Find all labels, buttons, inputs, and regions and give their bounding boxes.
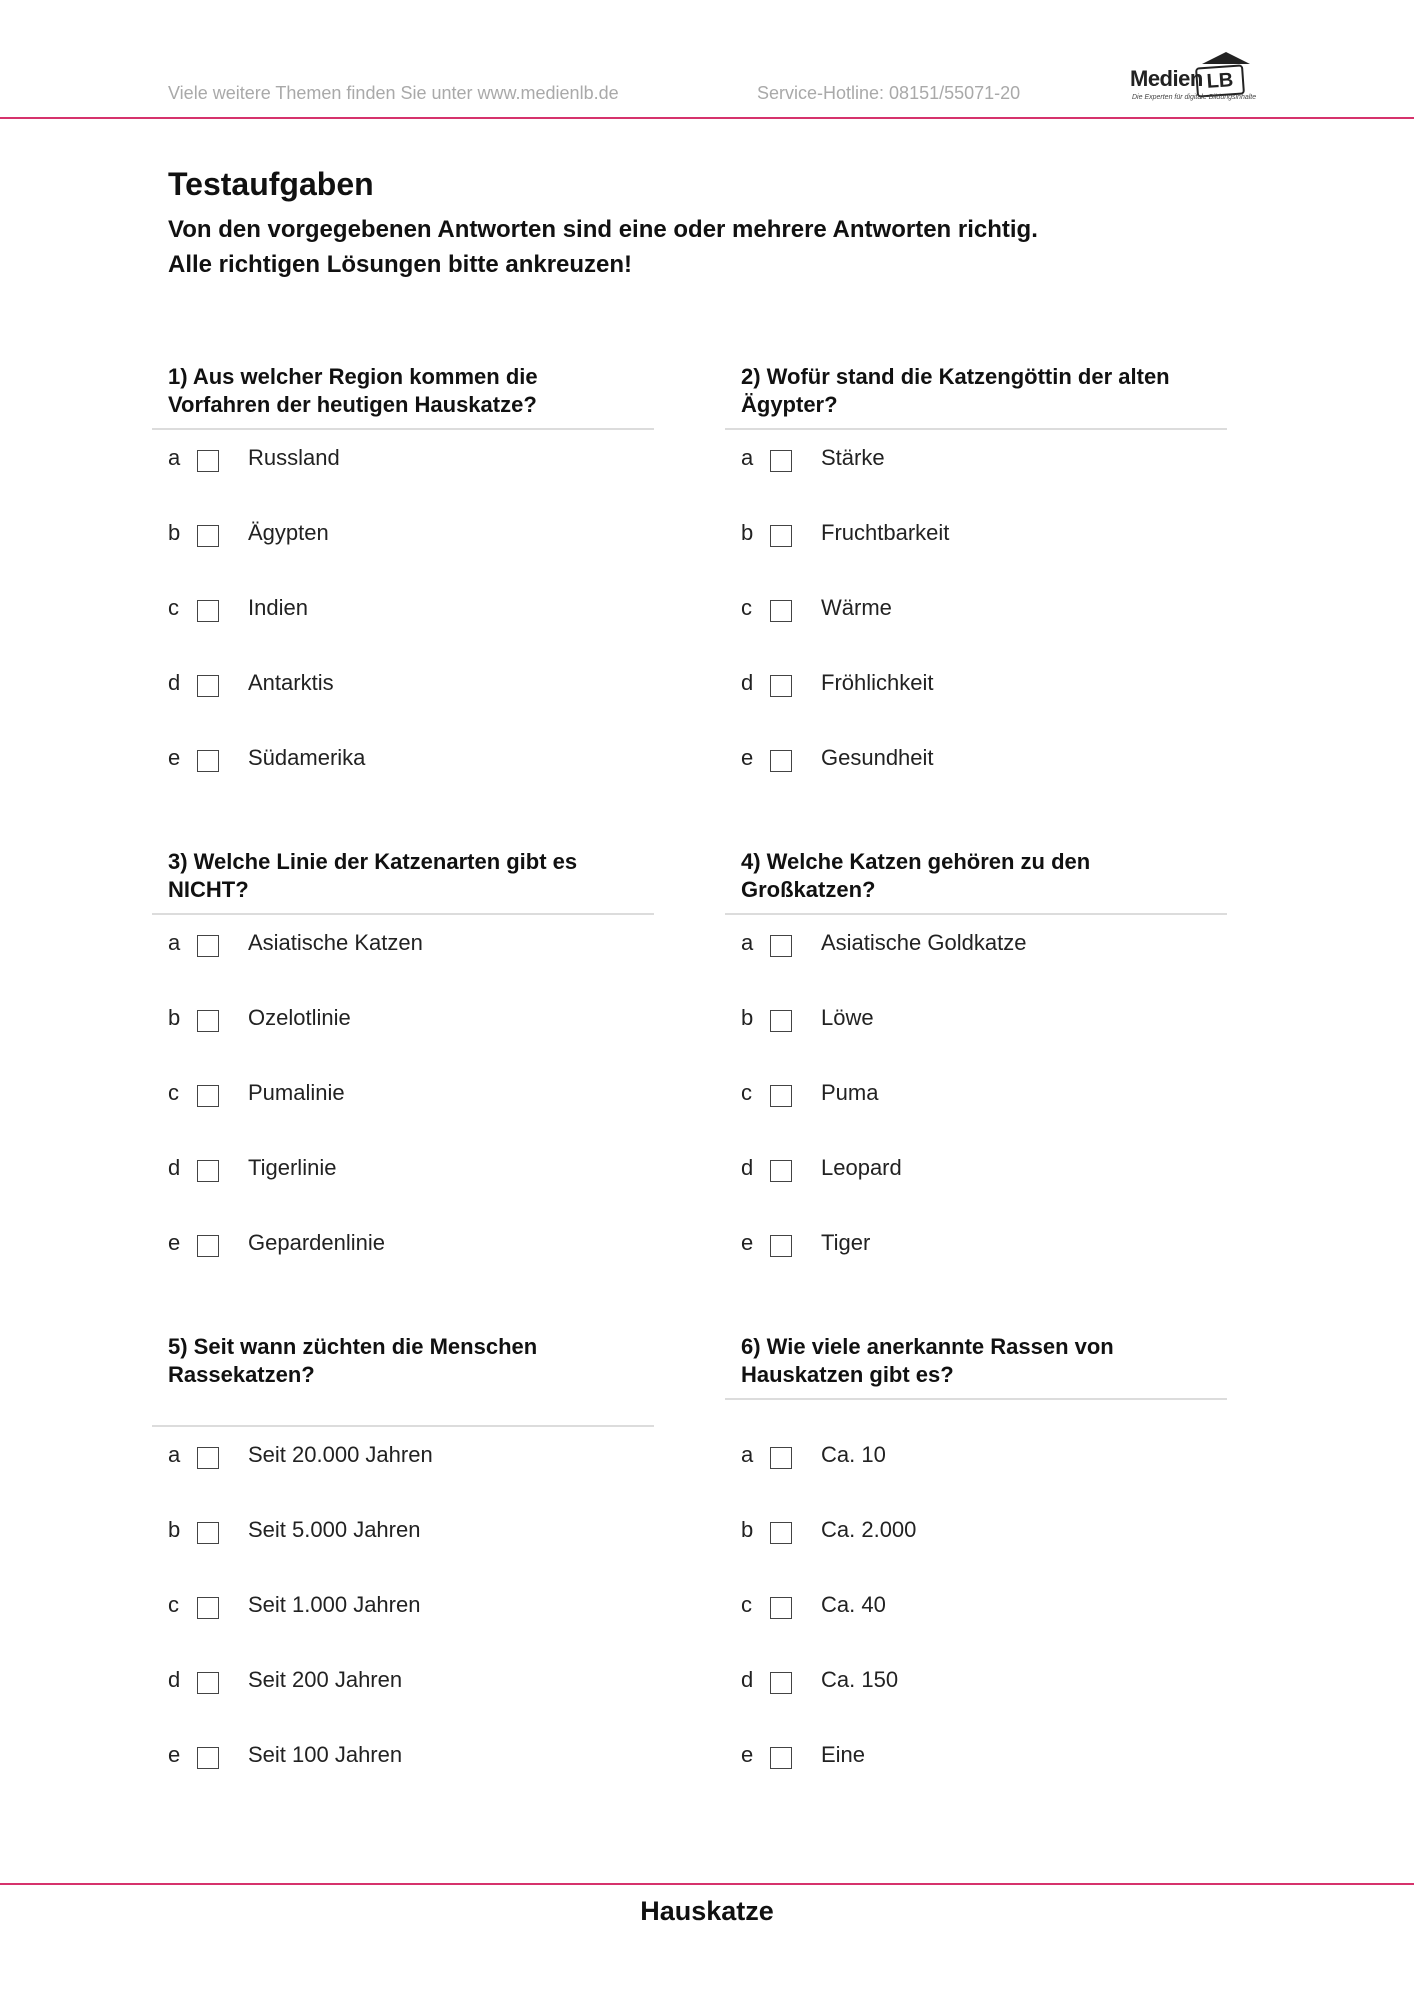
header-website-text: Viele weitere Themen finden Sie unter www.medienlb.de <box>168 83 619 103</box>
option-5b <box>168 1517 628 1547</box>
question-text-line: 5) Seit wann züchten die Menschen <box>168 1334 538 1359</box>
option-label: Puma <box>821 1080 879 1105</box>
option-2c <box>741 595 1201 625</box>
medienlb-logo <box>1130 52 1258 108</box>
option-letter: c <box>168 1080 179 1105</box>
option-1e <box>168 745 628 775</box>
answer-checkbox[interactable] <box>770 1085 792 1107</box>
option-letter: e <box>741 1742 754 1767</box>
option-5c <box>168 1592 628 1622</box>
answer-checkbox[interactable] <box>770 750 792 772</box>
option-5a <box>168 1442 628 1472</box>
option-4b <box>741 1005 1201 1035</box>
option-label: Pumalinie <box>248 1080 345 1105</box>
option-2d <box>741 670 1201 700</box>
question-divider <box>152 428 654 430</box>
option-label: Ca. 2.000 <box>821 1517 917 1542</box>
question-3-text <box>168 848 648 904</box>
option-label: Seit 20.000 Jahren <box>248 1442 433 1467</box>
question-text-line: 3) Welche Linie der Katzenarten gibt es <box>168 849 578 874</box>
option-label: Seit 5.000 Jahren <box>248 1517 421 1542</box>
option-label: Gesundheit <box>821 745 934 770</box>
option-1a <box>168 445 628 475</box>
answer-checkbox[interactable] <box>197 1522 219 1544</box>
page-title: Testaufgaben <box>168 166 374 202</box>
answer-checkbox[interactable] <box>197 1010 219 1032</box>
answer-checkbox[interactable] <box>197 1085 219 1107</box>
instructions <box>168 212 1038 282</box>
logo-word: Medien <box>1130 66 1203 91</box>
option-5d <box>168 1667 628 1697</box>
header-hotline-text: Service-Hotline: 08151/55071-20 <box>757 83 1021 103</box>
question-divider <box>152 1425 654 1427</box>
option-letter: d <box>741 670 754 695</box>
answer-checkbox[interactable] <box>197 525 219 547</box>
question-text-line: 2) Wofür stand die Katzengöttin der alten <box>741 364 1170 389</box>
option-label: Tigerlinie <box>248 1155 337 1180</box>
option-label: Wärme <box>821 595 892 620</box>
option-label: Seit 100 Jahren <box>248 1742 403 1767</box>
header-divider <box>0 117 1414 119</box>
logo-tagline: Die Experten für digitale Bildungsinhalte <box>1132 94 1257 101</box>
answer-checkbox[interactable] <box>770 1235 792 1257</box>
option-label: Seit 1.000 Jahren <box>248 1592 421 1617</box>
option-6d <box>741 1667 1201 1697</box>
question-6-text <box>741 1333 1221 1389</box>
option-letter: e <box>168 745 181 770</box>
question-text-line: 4) Welche Katzen gehören zu den <box>741 849 1091 874</box>
option-letter: d <box>168 670 181 695</box>
option-label: Fröhlichkeit <box>821 670 934 695</box>
answer-checkbox[interactable] <box>770 600 792 622</box>
option-5e <box>168 1742 628 1772</box>
answer-checkbox[interactable] <box>770 450 792 472</box>
answer-checkbox[interactable] <box>770 935 792 957</box>
option-3c <box>168 1080 628 1110</box>
option-4e <box>741 1230 1201 1260</box>
option-label: Seit 200 Jahren <box>248 1667 403 1692</box>
question-text-line: Vorfahren der heutigen Hauskatze? <box>168 392 537 417</box>
option-letter: a <box>168 445 181 470</box>
option-label: Tiger <box>821 1230 871 1255</box>
answer-checkbox[interactable] <box>197 1672 219 1694</box>
option-label: Ozelotlinie <box>248 1005 351 1030</box>
answer-checkbox[interactable] <box>197 1747 219 1769</box>
answer-checkbox[interactable] <box>197 1160 219 1182</box>
question-text-line: 1) Aus welcher Region kommen die <box>168 364 538 389</box>
option-label: Stärke <box>821 445 885 470</box>
option-4c <box>741 1080 1201 1110</box>
question-divider <box>152 913 654 915</box>
option-letter: b <box>741 1517 754 1542</box>
option-letter: b <box>168 520 181 545</box>
option-4a <box>741 930 1201 960</box>
option-letter: b <box>741 520 754 545</box>
question-text-line: Ägypter? <box>741 392 838 417</box>
answer-checkbox[interactable] <box>770 525 792 547</box>
option-label: Ca. 40 <box>821 1592 886 1617</box>
option-6b <box>741 1517 1201 1547</box>
answer-checkbox[interactable] <box>770 1522 792 1544</box>
option-label: Fruchtbarkeit <box>821 520 950 545</box>
answer-checkbox[interactable] <box>770 1597 792 1619</box>
option-letter: e <box>168 1230 181 1255</box>
option-label: Gepardenlinie <box>248 1230 385 1255</box>
instruction-line: Von den vorgegebenen Antworten sind eine oder mehrere Antworten richtig. <box>168 216 1038 243</box>
answer-checkbox[interactable] <box>197 1447 219 1469</box>
question-divider <box>725 1398 1227 1400</box>
question-divider <box>725 913 1227 915</box>
question-text-line: Rassekatzen? <box>168 1362 315 1387</box>
option-label: Ägypten <box>248 520 329 545</box>
option-3e <box>168 1230 628 1260</box>
option-label: Löwe <box>821 1005 874 1030</box>
option-label: Asiatische Katzen <box>248 930 423 955</box>
option-6e <box>741 1742 1201 1772</box>
answer-checkbox[interactable] <box>197 675 219 697</box>
option-label: Südamerika <box>248 745 366 770</box>
option-label: Indien <box>248 595 308 620</box>
footer-divider <box>0 1883 1414 1885</box>
option-letter: d <box>168 1155 181 1180</box>
footer-title: Hauskatze <box>640 1896 774 1926</box>
option-label: Antarktis <box>248 670 334 695</box>
answer-checkbox[interactable] <box>770 1447 792 1469</box>
answer-checkbox[interactable] <box>770 1160 792 1182</box>
option-letter: a <box>168 1442 181 1467</box>
option-letter: e <box>741 745 754 770</box>
answer-checkbox[interactable] <box>197 935 219 957</box>
option-letter: b <box>168 1005 181 1030</box>
question-text-line: Großkatzen? <box>741 877 876 902</box>
option-letter: b <box>168 1517 181 1542</box>
option-letter: c <box>741 1080 752 1105</box>
question-divider <box>725 428 1227 430</box>
question-2-text <box>741 363 1221 419</box>
option-label: Russland <box>248 445 340 470</box>
option-letter: e <box>741 1230 754 1255</box>
option-letter: c <box>741 595 752 620</box>
option-letter: c <box>741 1592 752 1617</box>
option-2a <box>741 445 1201 475</box>
question-text-line: Hauskatzen gibt es? <box>741 1362 954 1387</box>
option-6a <box>741 1442 1201 1472</box>
answer-checkbox[interactable] <box>197 1235 219 1257</box>
answer-checkbox[interactable] <box>197 750 219 772</box>
question-5-text <box>168 1333 648 1389</box>
instruction-line: Alle richtigen Lösungen bitte ankreuzen! <box>168 251 633 278</box>
option-label: Leopard <box>821 1155 902 1180</box>
option-3b <box>168 1005 628 1035</box>
option-3d <box>168 1155 628 1185</box>
answer-checkbox[interactable] <box>197 1597 219 1619</box>
graduation-cap-icon <box>1202 52 1250 64</box>
answer-checkbox[interactable] <box>770 1672 792 1694</box>
question-1-text <box>168 363 648 419</box>
logo-mark: LB <box>1195 64 1245 97</box>
question-text-line: 6) Wie viele anerkannte Rassen von <box>741 1334 1114 1359</box>
option-1b <box>168 520 628 550</box>
answer-checkbox[interactable] <box>770 1747 792 1769</box>
question-text-line: NICHT? <box>168 877 249 902</box>
option-3a <box>168 930 628 960</box>
question-4-text <box>741 848 1221 904</box>
answer-checkbox[interactable] <box>770 675 792 697</box>
option-1c <box>168 595 628 625</box>
option-2b <box>741 520 1201 550</box>
option-letter: a <box>741 445 754 470</box>
answer-checkbox[interactable] <box>197 450 219 472</box>
option-letter: e <box>168 1742 181 1767</box>
option-letter: d <box>741 1155 754 1180</box>
option-label: Ca. 150 <box>821 1667 899 1692</box>
option-letter: b <box>741 1005 754 1030</box>
option-letter: d <box>741 1667 754 1692</box>
option-label: Ca. 10 <box>821 1442 886 1467</box>
option-6c <box>741 1592 1201 1622</box>
answer-checkbox[interactable] <box>770 1010 792 1032</box>
option-4d <box>741 1155 1201 1185</box>
option-letter: a <box>741 930 754 955</box>
answer-checkbox[interactable] <box>197 600 219 622</box>
option-letter: c <box>168 595 179 620</box>
option-letter: d <box>168 1667 181 1692</box>
option-2e <box>741 745 1201 775</box>
option-letter: a <box>168 930 181 955</box>
option-label: Asiatische Goldkatze <box>821 930 1027 955</box>
option-letter: c <box>168 1592 179 1617</box>
option-1d <box>168 670 628 700</box>
option-label: Eine <box>821 1742 866 1767</box>
page-header <box>0 0 1414 120</box>
option-letter: a <box>741 1442 754 1467</box>
